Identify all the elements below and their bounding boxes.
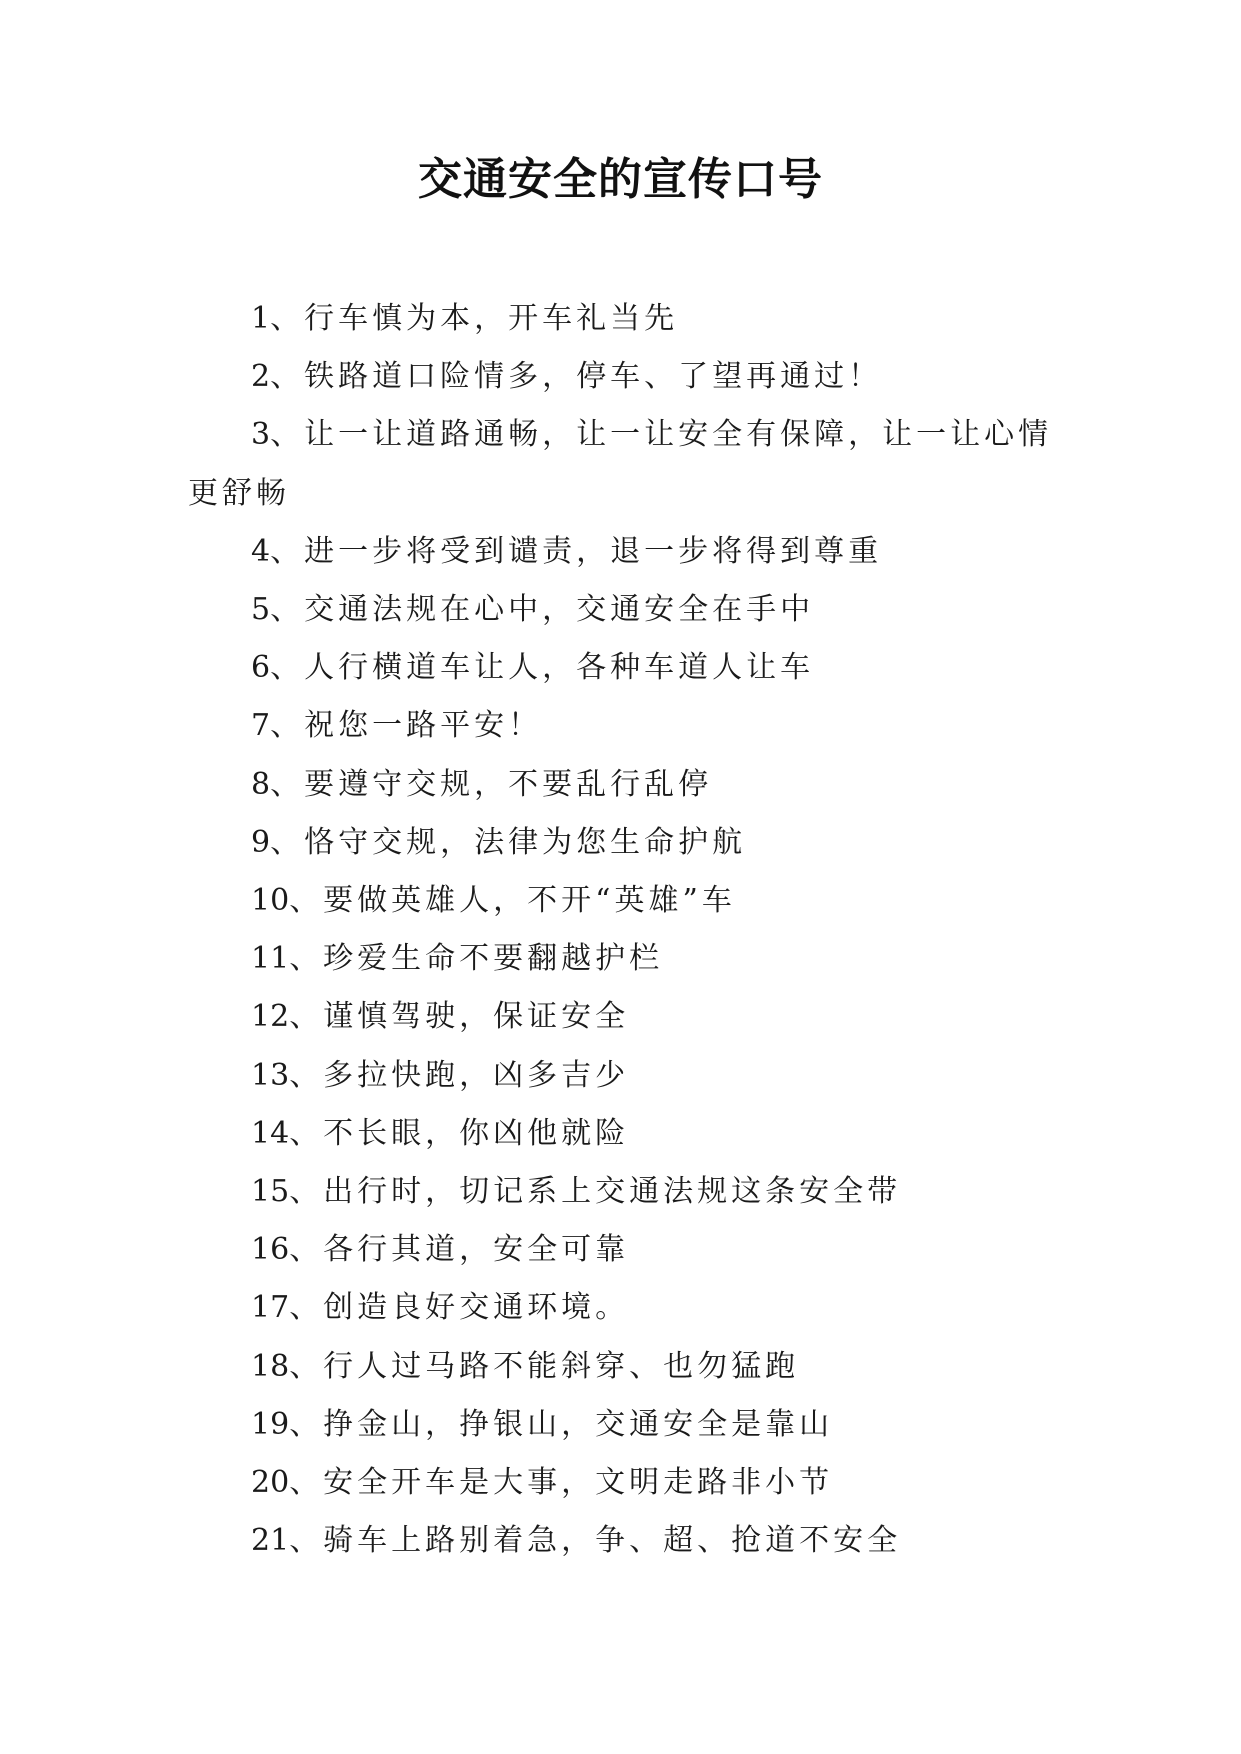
slogan-item (188, 872, 1063, 930)
slogan-number: 4 (251, 533, 271, 569)
slogan-item (188, 581, 1063, 639)
slogan-text: 、出行时，切记系上交通法规这条安全带 (289, 1174, 902, 1210)
slogan-item (188, 1047, 1063, 1105)
slogan-item (188, 930, 1063, 988)
slogan-number: 15 (251, 1174, 290, 1210)
slogan-number: 21 (251, 1523, 290, 1559)
slogan-number: 19 (251, 1406, 290, 1442)
slogan-text: 、行人过马路不能斜穿、也勿猛跑 (289, 1348, 800, 1384)
slogan-number: 18 (251, 1348, 290, 1384)
document-title: 交通安全的宣传口号 (418, 154, 823, 205)
slogan-number: 5 (251, 592, 271, 628)
slogan-text: 、创造良好交通环境。 (289, 1290, 630, 1326)
slogan-item (188, 290, 1063, 348)
slogan-number: 2 (251, 359, 271, 395)
slogan-number: 10 (251, 883, 290, 919)
slogan-item (188, 814, 1063, 872)
slogan-text: 、要遵守交规，不要乱行乱停 (270, 766, 713, 802)
slogan-text: 、恪守交规，法律为您生命护航 (270, 824, 747, 860)
slogan-number: 3 (251, 417, 271, 453)
slogan-text: 、行车慎为本，开车礼当先 (270, 301, 679, 336)
slogan-number: 1 (251, 301, 271, 336)
slogan-item (188, 639, 1063, 697)
slogan-number: 7 (251, 708, 271, 744)
slogan-item (188, 1396, 1063, 1454)
slogan-number: 13 (251, 1057, 290, 1093)
slogan-text: 、多拉快跑，凶多吉少 (289, 1057, 630, 1093)
slogan-text: 、谨慎驾驶，保证安全 (289, 999, 630, 1035)
slogan-text: 、安全开车是大事，文明走路非小节 (289, 1465, 834, 1501)
slogan-number: 17 (251, 1290, 290, 1326)
slogan-number: 11 (251, 941, 290, 977)
slogan-text: 、挣金山，挣银山，交通安全是靠山 (289, 1406, 834, 1442)
slogan-number: 16 (251, 1232, 290, 1268)
slogan-text: 、让一让道路通畅，让一让安全有保障，让一让心情更舒畅 (188, 417, 1053, 511)
slogan-item (188, 1163, 1063, 1221)
slogan-item (188, 1338, 1063, 1396)
slogan-text: 、进一步将受到谴责，退一步将得到尊重 (270, 533, 883, 569)
slogan-number: 9 (251, 824, 271, 860)
slogan-item (188, 697, 1063, 755)
slogan-item (188, 1221, 1063, 1279)
slogan-item (188, 1105, 1063, 1163)
slogan-number: 6 (251, 650, 271, 686)
slogan-text: 、祝您一路平安！ (270, 708, 543, 744)
slogan-item (188, 1454, 1063, 1512)
slogan-item (188, 1279, 1063, 1337)
slogan-number: 20 (251, 1465, 290, 1501)
slogan-item (188, 523, 1063, 581)
slogan-number: 14 (251, 1115, 290, 1151)
slogan-text: 、交通法规在心中，交通安全在手中 (270, 592, 815, 628)
slogan-item (188, 1512, 1063, 1570)
slogan-item (188, 348, 1063, 406)
slogan-text: 、骑车上路别着急，争、超、抢道不安全 (289, 1523, 902, 1559)
slogan-list (188, 290, 1063, 1570)
slogan-item (188, 756, 1063, 814)
slogan-item (188, 988, 1063, 1046)
slogan-text: 、不长眼，你凶他就险 (289, 1115, 630, 1151)
slogan-number: 8 (251, 766, 271, 802)
slogan-text: 、珍爱生命不要翻越护栏 (289, 941, 664, 977)
slogan-text: 、各行其道，安全可靠 (289, 1232, 630, 1268)
slogan-text: 、铁路道口险情多，停车、了望再通过！ (270, 359, 883, 395)
slogan-number: 12 (251, 999, 290, 1035)
slogan-item (188, 406, 1063, 522)
slogan-text: 、要做英雄人，不开“英雄”车 (289, 883, 736, 919)
slogan-text: 、人行横道车让人，各种车道人让车 (270, 650, 815, 686)
